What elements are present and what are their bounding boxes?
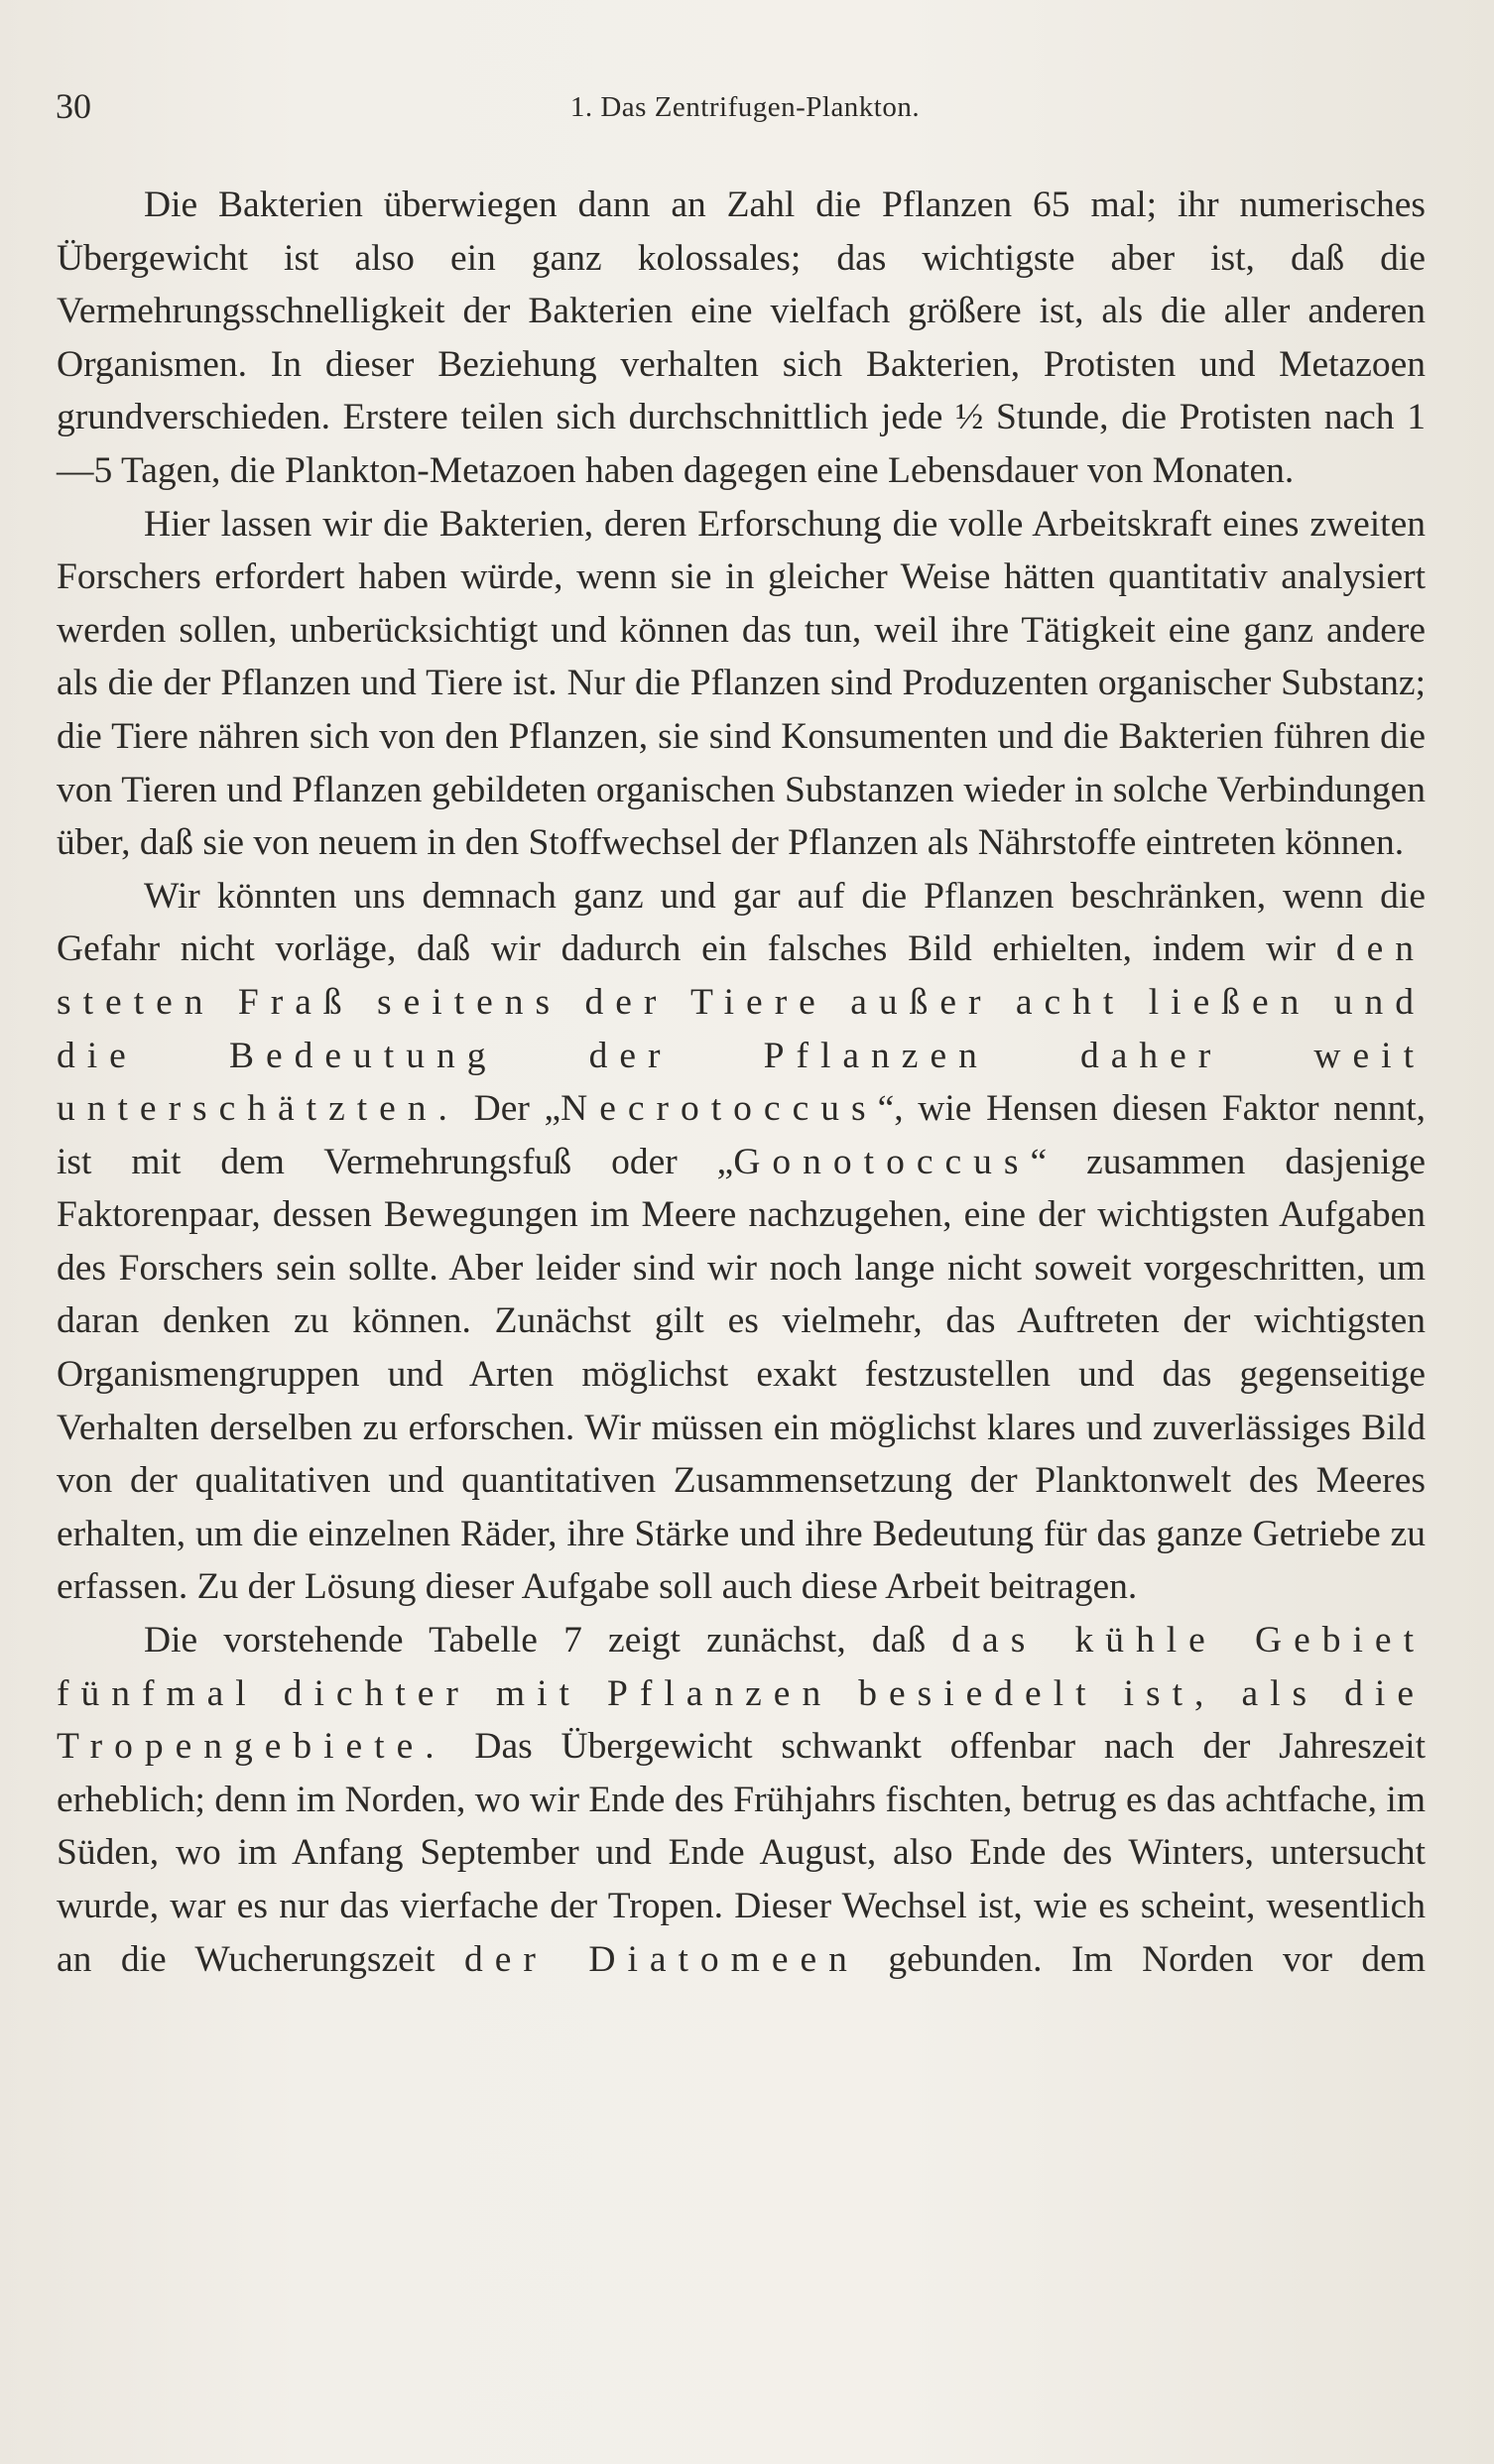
chapter-title: 1. Das Zentrifugen-Plankton. — [569, 91, 921, 123]
paragraph-2 — [57, 498, 1426, 870]
text-run: “, wie Hensen diesen Faktor nennt, ist mit dem Vermehrungsfuß oder „ — [57, 1088, 1426, 1182]
text-run: “ zusammen dasjenige Faktorenpaar, dessen Bewegungen im Meere nachzugehen, eine der wichtigsten Aufgaben des Forschers sein sollte. Aber leider sind wir noch lange nicht soweit vorgeschritten, um daran denken zu können. Zunächst gilt es vielmehr, das Auftreten der wichtigsten Organismengruppen und Arten möglichst exakt festzustellen und das gegenseitige Verhalten derselben zu erforschen. Wir müssen ein möglichst klares und zuverlässiges Bild von der qualitativen und quantitativen Zusammensetzung der Planktonwelt des Meeres erhalten, um die einzelnen Räder, ihre Stärke und ihre Bedeutung für das ganze Getriebe zu erfassen. Zu der Lösung dieser Aufgabe soll auch diese Arbeit beitragen. — [57, 1141, 1427, 1608]
running-head — [56, 85, 1434, 135]
spaced-term-gonotoccus: Gonotoccus — [733, 1141, 1031, 1182]
spaced-term-necrotoccus: Necrotoccus — [560, 1088, 878, 1130]
paragraph-3 — [57, 870, 1426, 1614]
text-run: Hier lassen wir die Bakterien, deren Erforschung die volle Arbeitskraft eines zweiten Forschers erfordert haben würde, wenn sie in gleicher Weise hätten quantitativ analysiert werden sollen, unberücksichtigt und können das tun, weil ihre Tätigkeit eine ganz andere als die der Pflanzen und Tiere ist. Nur die Pflanzen sind Produzenten organischer Substanz; die Tiere nähren sich von den Pflanzen, sie sind Konsumenten und die Bakterien führen die von Tieren und Pflanzen gebildeten organischen Substanzen wieder in solche Verbindungen über, daß sie von neuem in den Stoffwechsel der Pflanzen als Nährstoffe eintreten können. — [57, 503, 1426, 864]
spaced-term-diatomeen: der Diatomeen — [464, 1938, 859, 1980]
body-text — [57, 179, 1426, 1986]
spaced-emphasis: das kühle Gebiet fünfmal dichter mit Pflanzen besiedelt ist, als die Tropengebiete. — [57, 1620, 1426, 1768]
paragraph-1 — [57, 179, 1426, 498]
paragraph-4 — [57, 1614, 1426, 1986]
text-run: Die vorstehende Tabelle 7 zeigt zunächst, daß — [144, 1620, 952, 1662]
spaced-emphasis: den steten Fraß seitens der Tiere außer acht ließen und die Bedeutung der Pflanzen daher weit unterschätzten. — [57, 928, 1426, 1130]
page-number: 30 — [56, 86, 91, 126]
text-run: Wir könnten uns demnach ganz und gar auf die Pflanzen beschränken, wenn die Gefahr nicht vorläge, daß wir dadurch ein falsches Bild erhielten, indem wir — [57, 875, 1426, 970]
text-run: Die Bakterien überwiegen dann an Zahl die Pflanzen 65 mal; ihr numerisches Übergewicht ist also ein ganz kolossales; das wichtigste aber ist, daß die Vermehrungsschnelligkeit der Bakterien eine vielfach größere ist, als die aller anderen Organismen. In dieser Beziehung verhalten sich Bakterien, Protisten und Metazoen grundverschieden. Erstere teilen sich durchschnittlich jede ½ Stunde, die Protisten nach 1—5 Tagen, die Plankton-Metazoen haben dagegen eine Lebensdauer von Monaten. — [57, 185, 1426, 491]
text-run: Der „ — [458, 1088, 561, 1130]
text-run: gebunden. Im Norden vor dem — [858, 1938, 1426, 1980]
text-run: Das Übergewicht schwankt offenbar nach der Jahreszeit erheblich; denn im Norden, wo wir Ende des Frühjahrs fischten, betrug es das achtfache, im Süden, wo im Anfang September und Ende August, also Ende des Winters, untersucht wurde, war es nur das vierfache der Tropen. Dieser Wechsel ist, wie es scheint, wesentlich an die Wucherungszeit — [57, 1726, 1426, 1980]
